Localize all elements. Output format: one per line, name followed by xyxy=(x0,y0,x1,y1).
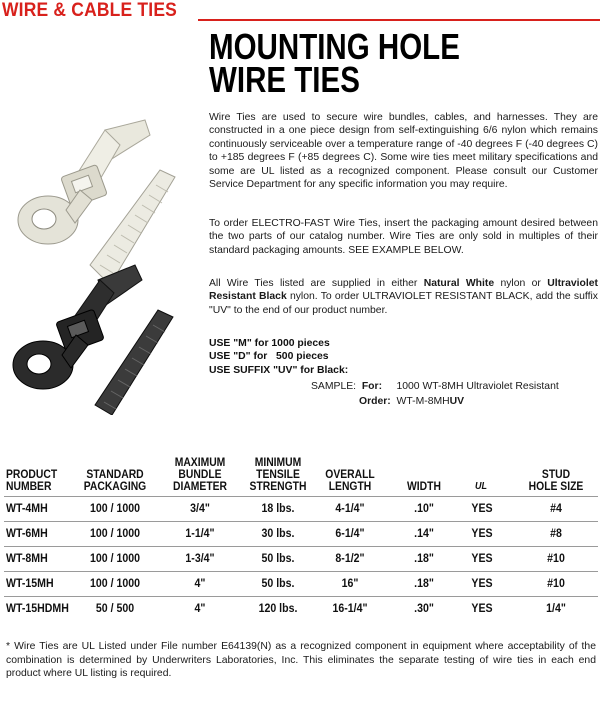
cell-ul: YES xyxy=(471,503,493,515)
header-tensile-l3: STRENGTH xyxy=(249,481,307,493)
black-uv-wire-tie-image xyxy=(13,265,173,415)
cell-product: WT-15HDMH xyxy=(6,603,69,615)
cell-bundle: 1-3/4" xyxy=(185,553,215,565)
sample-order-row xyxy=(359,396,464,407)
header-length xyxy=(321,469,379,493)
cell-length: 8-1/2" xyxy=(335,553,365,565)
cell-ul: YES xyxy=(471,528,493,540)
cell-tensile: 18 lbs. xyxy=(261,503,295,515)
cell-product: WT-8MH xyxy=(6,553,48,565)
ul-footnote: * Wire Ties are UL Listed under File number E64139(N) as a recognized component in equipment where acceptability of the combination is determined by Underwriters Laboratories, Inc. This eliminates the separate testing of wire ties in each end product where UL listing is required. xyxy=(6,641,596,680)
table-row xyxy=(4,546,598,571)
intro-paragraph-1: Wire Ties are used to secure wire bundles, cables, and harnesses. They are constructed in a one piece design from self-extinguishing 6/6 nylon which remains continuously serviceable over a temperature range of -40 degrees F (-40 degrees C) to +185 degrees F (+85 degrees C). Some wire ties meet military specifications and some are UL listed as a recognized component. Please consult our Customer Service Department for any specific information you may require. xyxy=(209,112,598,191)
cell-width: .18" xyxy=(414,578,434,590)
intro-paragraph-2: To order ELECTRO-FAST Wire Ties, insert the packaging amount desired between the two parts of our catalog number. Wire Ties are only sold in multiples of their standard packaging amounts. SEE EXAMPLE BELOW. xyxy=(209,218,598,256)
cell-width: .10" xyxy=(414,503,434,515)
natural-white-label: Natural White xyxy=(423,278,495,289)
usage-line-uv: USE SUFFIX "UV" for Black: xyxy=(209,364,349,376)
table-header xyxy=(4,451,598,493)
header-product xyxy=(6,469,69,493)
usage-instructions xyxy=(209,337,348,377)
header-bundle xyxy=(168,457,233,493)
cell-bundle: 4" xyxy=(194,578,206,590)
uv-black-label: Ultraviolet Resistant Black xyxy=(209,278,598,303)
table-row xyxy=(4,571,598,596)
cell-tensile: 30 lbs. xyxy=(261,528,295,540)
cell-product: WT-6MH xyxy=(6,528,48,540)
sample-label: SAMPLE: xyxy=(311,381,357,392)
cell-length: 16" xyxy=(341,578,359,590)
cell-packaging: 100 / 1000 xyxy=(89,503,140,515)
cell-ul: YES xyxy=(471,578,493,590)
page-title-line1: MOUNTING HOLE xyxy=(209,26,460,67)
section-header xyxy=(0,0,600,24)
header-product-l2: NUMBER xyxy=(6,481,52,493)
cell-packaging: 50 / 500 xyxy=(95,603,135,615)
ul-mark: UL xyxy=(474,481,488,492)
p3-text-a: All Wire Ties listed are supplied in either xyxy=(209,278,424,289)
header-stud-l2: HOLE SIZE xyxy=(528,481,584,493)
header-packaging xyxy=(81,469,149,493)
header-stud-l1: STUD xyxy=(541,469,571,481)
sample-for-value: 1000 WT-8MH Ultraviolet Resistant xyxy=(396,381,559,392)
cell-packaging: 100 / 1000 xyxy=(89,528,140,540)
cell-product: WT-4MH xyxy=(6,503,48,515)
header-packaging-l1: STANDARD xyxy=(86,469,144,481)
cell-packaging: 100 / 1000 xyxy=(89,553,140,565)
header-tensile xyxy=(247,457,308,493)
cell-bundle: 1-1/4" xyxy=(185,528,215,540)
cell-stud: #8 xyxy=(550,528,562,540)
p3-text-e: nylon. To order ULTRAVIOLET RESISTANT BLACK, add the suffix "UV" to the end of our product number. xyxy=(209,291,598,316)
table-row xyxy=(4,521,598,546)
table-row xyxy=(4,596,598,621)
sample-for-label: For: xyxy=(361,381,383,392)
header-width xyxy=(400,481,449,493)
table-row xyxy=(4,496,598,521)
header-tensile-l2: TENSILE xyxy=(256,469,300,481)
cell-ul: YES xyxy=(471,603,493,615)
header-bundle-l2: BUNDLE xyxy=(178,469,222,481)
sample-order-value xyxy=(397,396,465,407)
sample-order-label: Order: xyxy=(359,396,391,407)
cell-width: .18" xyxy=(414,553,434,565)
cell-width: .14" xyxy=(414,528,434,540)
cell-tensile: 50 lbs. xyxy=(261,578,295,590)
cell-stud: #4 xyxy=(550,503,562,515)
header-bundle-l3: DIAMETER xyxy=(172,481,228,493)
product-images xyxy=(10,115,200,415)
order-value-prefix: WT-M-8MH xyxy=(396,396,450,407)
cell-ul: YES xyxy=(471,553,493,565)
order-value-suffix: UV xyxy=(449,396,465,407)
header-length-l1: OVERALL xyxy=(325,469,375,481)
cell-tensile: 50 lbs. xyxy=(261,553,295,565)
header-bundle-l1: MAXIMUM xyxy=(174,457,226,469)
usage-line-m: USE "M" for 1000 pieces xyxy=(209,338,330,349)
page-title xyxy=(209,26,460,100)
header-length-l2: LENGTH xyxy=(328,481,372,493)
cell-stud: #10 xyxy=(547,578,565,590)
cell-bundle: 4" xyxy=(194,603,206,615)
cell-bundle: 3/4" xyxy=(190,503,210,515)
section-rule xyxy=(198,19,600,21)
cell-length: 6-1/4" xyxy=(335,528,365,540)
header-product-l1: PRODUCT xyxy=(6,469,58,481)
cell-width: .30" xyxy=(414,603,434,615)
natural-white-wire-tie-image xyxy=(18,120,175,285)
cell-length: 4-1/4" xyxy=(335,503,365,515)
cell-product: WT-15MH xyxy=(6,578,54,590)
header-packaging-l2: PACKAGING xyxy=(83,481,147,493)
ul-listed-icon xyxy=(466,481,497,493)
sample-for-row xyxy=(311,381,559,392)
wire-tie-illustrations xyxy=(10,115,200,415)
intro-paragraph-3 xyxy=(209,277,598,317)
cell-stud: #10 xyxy=(547,553,565,565)
p3-text-c: nylon or xyxy=(494,278,548,289)
header-width-l1: WIDTH xyxy=(407,481,441,493)
header-tensile-l1: MINIMUM xyxy=(254,457,302,469)
usage-line-d: USE "D" for 500 pieces xyxy=(209,351,329,363)
page-title-line2: WIRE TIES xyxy=(209,59,360,100)
header-stud xyxy=(522,469,590,493)
cell-packaging: 100 / 1000 xyxy=(89,578,140,590)
cell-stud: 1/4" xyxy=(546,603,566,615)
cell-length: 16-1/4" xyxy=(332,603,368,615)
section-title: WIRE & CABLE TIES xyxy=(2,0,178,21)
cell-tensile: 120 lbs. xyxy=(258,603,298,615)
